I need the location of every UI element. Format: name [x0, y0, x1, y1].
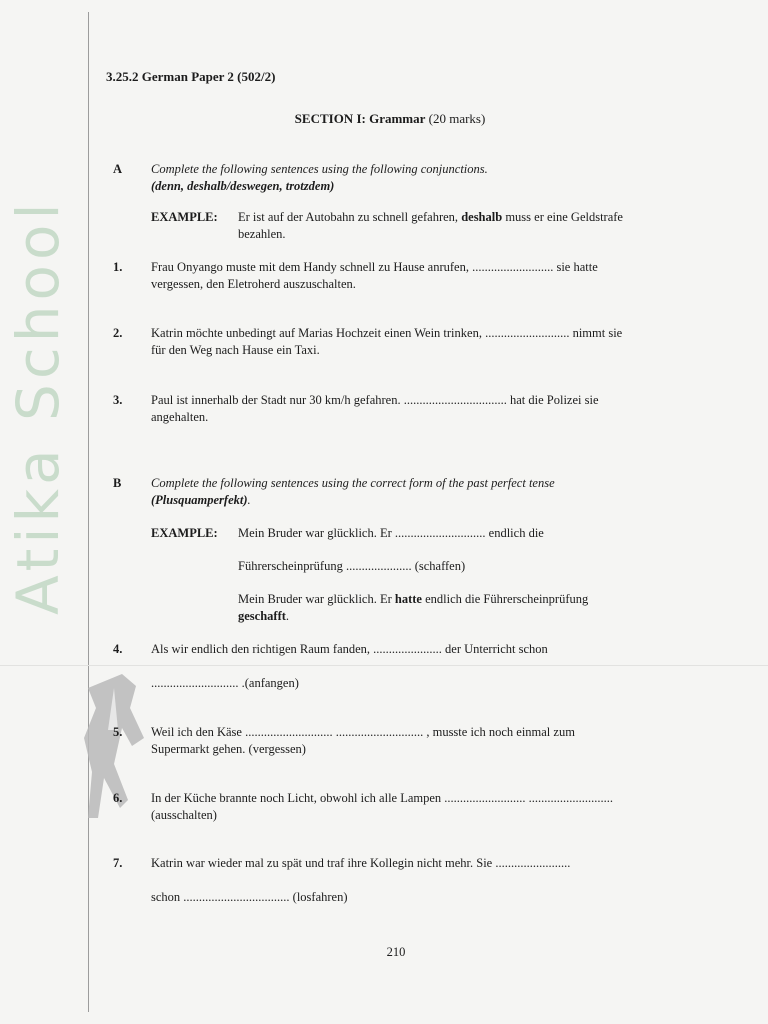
part-a-example-sentence: [238, 209, 678, 226]
question-number: 2.: [113, 326, 123, 340]
question-text: Als wir endlich den richtigen Raum fanden, ...................... der Unterricht schon: [151, 642, 548, 656]
watermark-text: Atika School: [4, 198, 72, 615]
question-text: schon .................................. (losfahren): [151, 890, 348, 904]
answer-text: Mein Bruder war glücklich. Er: [238, 592, 395, 606]
part-a-letter: A: [113, 162, 123, 176]
part-b-example-answer-line2: [238, 608, 289, 625]
scan-fold-line: [0, 665, 768, 666]
example-text-end: muss er eine Geldstrafe: [502, 210, 623, 224]
question-number: 6.: [113, 791, 123, 805]
question-number: 3.: [113, 393, 123, 407]
part-b-letter: B: [113, 476, 122, 490]
question-text: Frau Onyango muste mit dem Handy schnell zu Hause anrufen, .......................... sie hatte: [151, 260, 598, 274]
question-text: Supermarkt gehen. (vergessen): [151, 742, 306, 756]
part-a-instruction: Complete the following sentences using the following conjunctions.: [151, 162, 488, 176]
section-title: SECTION I: Grammar: [294, 111, 426, 126]
margin-line: [88, 12, 89, 1012]
question-text: vergessen, den Eletroherd auszuschalten.: [151, 277, 356, 291]
question-text: für den Weg nach Hause ein Taxi.: [151, 343, 320, 357]
part-a-example-line2: bezahlen.: [238, 227, 286, 241]
answer-participle: geschafft: [238, 609, 286, 623]
section-marks: (20 marks): [428, 111, 486, 126]
part-b-instruction-line2: [151, 492, 251, 509]
example-conjunction: deshalb: [461, 210, 503, 224]
question-text: In der Küche brannte noch Licht, obwohl ich alle Lampen .......................... ...........................: [151, 791, 614, 805]
question-text: Paul ist innerhalb der Stadt nur 30 km/h gefahren. ................................. hat die Polizei sie: [151, 393, 599, 407]
question-number: 1.: [113, 260, 123, 274]
question-text: Katrin möchte unbedingt auf Marias Hochzeit einen Wein trinken, ........................... nimmt sie: [151, 326, 623, 340]
question-number: 4.: [113, 642, 123, 656]
part-b-instruction: Complete the following sentences using the correct form of the past perfect tense: [151, 476, 555, 490]
question-number: 7.: [113, 856, 123, 870]
question-text: ............................ .(anfangen): [151, 676, 299, 690]
question-text: Weil ich den Käse ............................ ............................ , musste ich noch einmal zum: [151, 725, 575, 739]
question-text: (ausschalten): [151, 808, 217, 822]
part-b-example-line1: Mein Bruder war glücklich. Er ............................. endlich die: [238, 526, 544, 540]
question-number: 5.: [113, 725, 123, 739]
part-a-example-label: EXAMPLE:: [151, 210, 218, 224]
part-b-tense-name: (Plusquamperfekt): [151, 493, 248, 507]
section-heading: [210, 110, 570, 127]
answer-text-end: endlich die Führerscheinprüfung: [421, 592, 589, 606]
part-a-options: (denn, deshalb/deswegen, trotzdem): [151, 179, 335, 193]
part-b-example-line2: Führerscheinprüfung ..................... (schaffen): [238, 559, 466, 573]
part-b-instruction-end: .: [247, 493, 251, 507]
part-b-example-label: EXAMPLE:: [151, 526, 218, 540]
question-text: angehalten.: [151, 410, 209, 424]
answer-auxiliary: hatte: [394, 592, 422, 606]
part-b-example-answer: [238, 591, 588, 608]
paper-title: 3.25.2 German Paper 2 (502/2): [106, 69, 276, 84]
page-number: 210: [386, 945, 406, 959]
answer-period: .: [285, 609, 290, 623]
question-text: Katrin war wieder mal zu spät und traf ihre Kollegin nicht mehr. Sie ........................: [151, 856, 571, 870]
example-text: Er ist auf der Autobahn zu schnell gefahren,: [238, 210, 462, 224]
